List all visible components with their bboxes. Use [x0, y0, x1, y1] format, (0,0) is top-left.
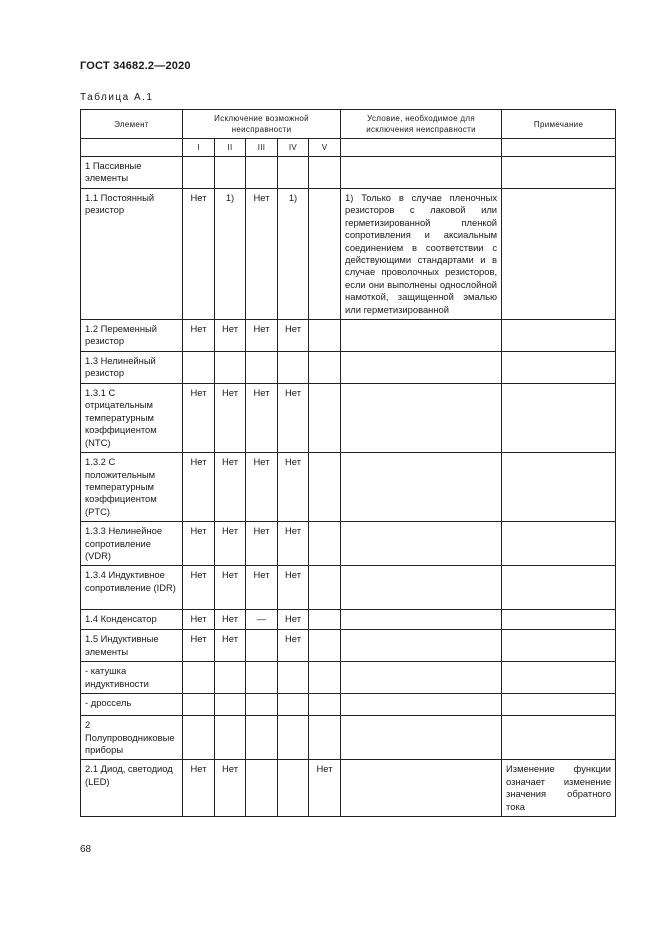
cell-exclusion-3: Нет — [246, 320, 278, 352]
cell-exclusion-5 — [309, 384, 341, 453]
cell-exclusion-2: Нет — [215, 384, 246, 453]
cell-element: 2 Полупроводниковые приборы — [81, 716, 183, 760]
table-row — [81, 760, 616, 817]
cell-exclusion-1: Нет — [183, 384, 215, 453]
cell-condition — [341, 352, 502, 384]
cell-exclusion-1: Нет — [183, 453, 215, 522]
table-row — [81, 189, 616, 320]
table-row — [81, 630, 616, 662]
cell-exclusion-1: Нет — [183, 189, 215, 320]
cell-remark — [502, 566, 616, 610]
cell-exclusion-1 — [183, 352, 215, 384]
cell-exclusion-3 — [246, 630, 278, 662]
cell-exclusion-1 — [183, 157, 215, 189]
cell-exclusion-3: Нет — [246, 189, 278, 320]
cell-exclusion-4: Нет — [278, 566, 309, 610]
cell-element: - дроссель — [81, 694, 183, 716]
cell-exclusion-1: Нет — [183, 760, 215, 817]
cell-exclusion-4: Нет — [278, 610, 309, 630]
cell-exclusion-3 — [246, 694, 278, 716]
cell-remark — [502, 352, 616, 384]
cell-condition — [341, 760, 502, 817]
cell-exclusion-4: Нет — [278, 320, 309, 352]
cell-remark — [502, 384, 616, 453]
table-row — [81, 320, 616, 352]
cell-remark — [502, 189, 616, 320]
cell-condition — [341, 566, 502, 610]
cell-element: 1.3.4 Индуктивное сопротивление (IDR) — [81, 566, 183, 610]
cell-exclusion-4 — [278, 760, 309, 817]
subheader-col-5: V — [309, 139, 341, 157]
cell-exclusion-5 — [309, 716, 341, 760]
cell-exclusion-3 — [246, 662, 278, 694]
table-row — [81, 610, 616, 630]
table-row — [81, 157, 616, 189]
cell-remark — [502, 716, 616, 760]
cell-remark — [502, 662, 616, 694]
cell-condition — [341, 384, 502, 453]
cell-exclusion-3: — — [246, 610, 278, 630]
cell-exclusion-3 — [246, 352, 278, 384]
cell-element: 1.3.1 С отрицательным температурным коэффициентом (NTC) — [81, 384, 183, 453]
cell-condition — [341, 694, 502, 716]
cell-element: 1.2 Переменный резистор — [81, 320, 183, 352]
cell-element: 1.3.2 С положительным температурным коэффициентом (PTC) — [81, 453, 183, 522]
cell-condition — [341, 716, 502, 760]
cell-remark: Изменение функции означает изменение значения обратного тока — [502, 760, 616, 817]
cell-exclusion-5 — [309, 630, 341, 662]
cell-element: 2.1 Диод, светодиод (LED) — [81, 760, 183, 817]
table-caption: Таблица А.1 — [80, 92, 154, 103]
table-row — [81, 384, 616, 453]
cell-exclusion-2: Нет — [215, 630, 246, 662]
subheader-col-3: III — [246, 139, 278, 157]
cell-exclusion-4 — [278, 662, 309, 694]
cell-exclusion-4 — [278, 352, 309, 384]
cell-exclusion-3: Нет — [246, 522, 278, 566]
cell-exclusion-2 — [215, 157, 246, 189]
cell-condition — [341, 662, 502, 694]
cell-exclusion-5 — [309, 662, 341, 694]
header-element: Элемент — [81, 110, 183, 139]
cell-remark — [502, 320, 616, 352]
cell-exclusion-2: Нет — [215, 453, 246, 522]
cell-exclusion-1 — [183, 694, 215, 716]
cell-condition — [341, 522, 502, 566]
cell-exclusion-5 — [309, 522, 341, 566]
cell-exclusion-2 — [215, 716, 246, 760]
cell-exclusion-1: Нет — [183, 610, 215, 630]
cell-exclusion-4: Нет — [278, 453, 309, 522]
cell-exclusion-1 — [183, 716, 215, 760]
cell-exclusion-4 — [278, 157, 309, 189]
cell-condition — [341, 320, 502, 352]
cell-element: 1.3.3 Нелинейное сопротивление (VDR) — [81, 522, 183, 566]
cell-exclusion-5 — [309, 610, 341, 630]
page-number: 68 — [80, 844, 92, 855]
cell-exclusion-1: Нет — [183, 630, 215, 662]
cell-condition — [341, 157, 502, 189]
cell-exclusion-5 — [309, 453, 341, 522]
cell-remark — [502, 453, 616, 522]
cell-exclusion-4: Нет — [278, 384, 309, 453]
cell-exclusion-1: Нет — [183, 566, 215, 610]
cell-remark — [502, 157, 616, 189]
cell-element: - катушка индуктивности — [81, 662, 183, 694]
cell-exclusion-5 — [309, 320, 341, 352]
cell-exclusion-2 — [215, 352, 246, 384]
subheader-col-2: II — [215, 139, 246, 157]
cell-exclusion-2: Нет — [215, 522, 246, 566]
cell-element: 1.4 Конденсатор — [81, 610, 183, 630]
cell-remark — [502, 694, 616, 716]
cell-condition — [341, 630, 502, 662]
cell-element: 1.1 Постоянный резистор — [81, 189, 183, 320]
cell-exclusion-5 — [309, 157, 341, 189]
cell-exclusion-4: 1) — [278, 189, 309, 320]
cell-exclusion-2: Нет — [215, 610, 246, 630]
cell-condition — [341, 453, 502, 522]
cell-exclusion-4 — [278, 694, 309, 716]
cell-exclusion-4: Нет — [278, 630, 309, 662]
cell-exclusion-5: Нет — [309, 760, 341, 817]
cell-exclusion-2: Нет — [215, 320, 246, 352]
cell-exclusion-2: Нет — [215, 760, 246, 817]
table-row — [81, 522, 616, 566]
cell-element: 1 Пассивные элементы — [81, 157, 183, 189]
cell-exclusion-3 — [246, 760, 278, 817]
cell-exclusion-5 — [309, 566, 341, 610]
cell-exclusion-2: Нет — [215, 566, 246, 610]
cell-remark — [502, 610, 616, 630]
table-row — [81, 566, 616, 610]
cell-exclusion-4 — [278, 716, 309, 760]
cell-exclusion-3: Нет — [246, 453, 278, 522]
table-row — [81, 716, 616, 760]
table-row — [81, 694, 616, 716]
subheader-empty — [341, 139, 502, 157]
fault-exclusion-table — [80, 109, 616, 817]
table-row — [81, 352, 616, 384]
header-exclusion: Исключение возможной неисправности — [183, 110, 341, 139]
cell-condition — [341, 610, 502, 630]
cell-element: 1.3 Нелинейный резистор — [81, 352, 183, 384]
cell-remark — [502, 630, 616, 662]
cell-exclusion-2: 1) — [215, 189, 246, 320]
header-remark: Примечание — [502, 110, 616, 139]
cell-exclusion-5 — [309, 694, 341, 716]
cell-exclusion-3 — [246, 157, 278, 189]
cell-exclusion-2 — [215, 662, 246, 694]
document-code: ГОСТ 34682.2—2020 — [80, 60, 191, 72]
cell-exclusion-5 — [309, 352, 341, 384]
cell-element: 1.5 Индуктивные элементы — [81, 630, 183, 662]
subheader-empty — [502, 139, 616, 157]
cell-remark — [502, 522, 616, 566]
cell-exclusion-1: Нет — [183, 320, 215, 352]
cell-exclusion-4: Нет — [278, 522, 309, 566]
table-row — [81, 662, 616, 694]
subheader-col-4: IV — [278, 139, 309, 157]
cell-condition: 1) Только в случае пленочных резисторов с лаковой или герметизированной пленкой сопротивления и аксиальным соединением в соответствии с действующими стандартами и в случае проволочных резисторов, если они выполнены однослойной намоткой, защищенной эмалью или герметизированной — [341, 189, 502, 320]
subheader-empty — [81, 139, 183, 157]
header-condition: Условие, необходимое для исключения неисправности — [341, 110, 502, 139]
cell-exclusion-3: Нет — [246, 384, 278, 453]
cell-exclusion-3 — [246, 716, 278, 760]
cell-exclusion-1: Нет — [183, 522, 215, 566]
cell-exclusion-3: Нет — [246, 566, 278, 610]
table-body — [81, 157, 616, 817]
subheader-col-1: I — [183, 139, 215, 157]
cell-exclusion-2 — [215, 694, 246, 716]
cell-exclusion-1 — [183, 662, 215, 694]
table-row — [81, 453, 616, 522]
cell-exclusion-5 — [309, 189, 341, 320]
